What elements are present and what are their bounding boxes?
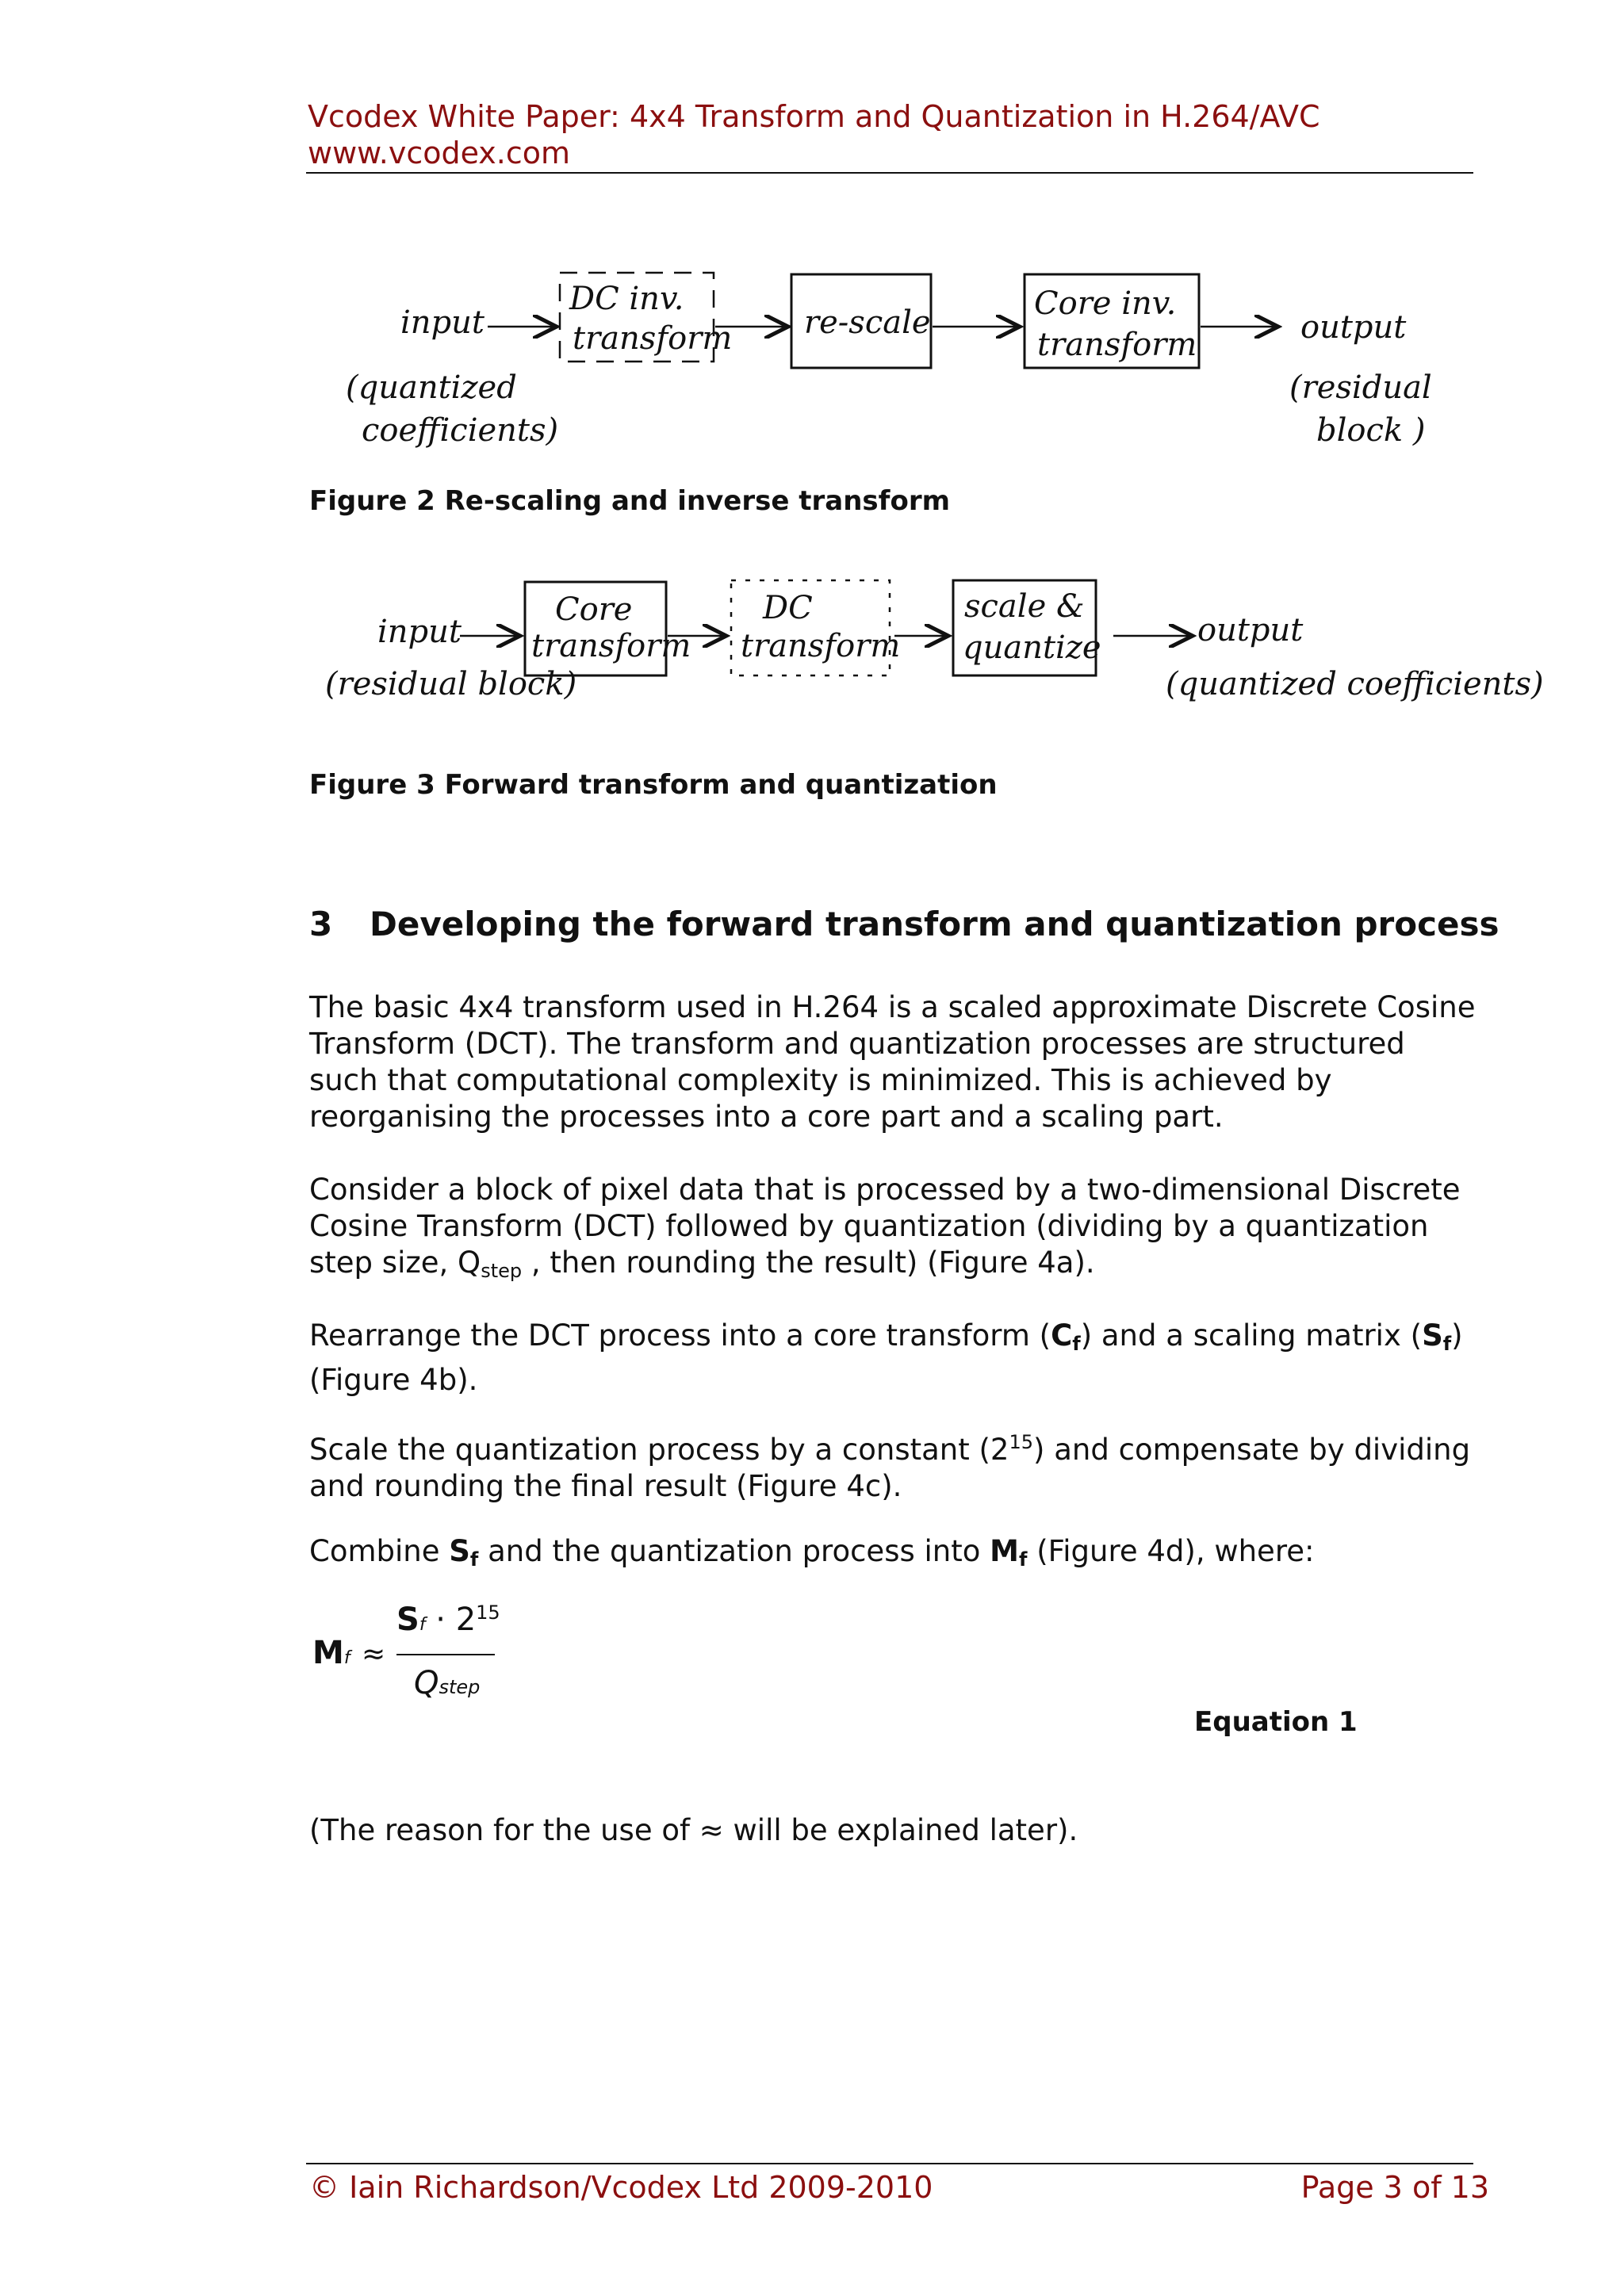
eq-lhs [312, 1635, 350, 1671]
fig2-box3-line1: Core inv. [1034, 285, 1177, 322]
p2-text-a: Consider a block of pixel data that is processed by a two-dimensional Discrete Cosine Transform (DCT) followed by quantization (dividing by a quantization step size, Q [309, 1173, 1461, 1280]
paragraph-1: The basic 4x4 transform used in H.264 is a scaled approximate Discrete Cosine Transform (DCT). The transform and quantization processes are structured such that computational complexity is minimized. This is achieved by reorganising the processes into a core part and a scaling part. [309, 990, 1476, 1134]
eq-den-sub: step [439, 1676, 481, 1698]
header-url: www.vcodex.com [308, 136, 571, 170]
equation-label: Equation 1 [1194, 1706, 1358, 1738]
eq-num-sup: 15 [476, 1601, 500, 1624]
paragraph-2 [309, 1172, 1483, 1289]
p4-text-a: Scale the quantization process by a constant (2 [309, 1433, 1009, 1467]
fig2-input-note-1: (quantized [346, 369, 517, 406]
eq-approx: ≈ [362, 1638, 386, 1670]
footer-copyright: © Iain Richardson/Vcodex Ltd 2009-2010 [309, 2170, 933, 2205]
paragraph-4 [309, 1424, 1483, 1505]
paragraph-3 [309, 1318, 1483, 1399]
p5-text-c: (Figure 4d), where: [1027, 1534, 1315, 1568]
fig3-output-note: (quantized coefficients) [1166, 666, 1544, 702]
fig3-box3-line2: quantize [963, 629, 1101, 666]
p5-text-b: and the quantization process into [478, 1534, 990, 1568]
fig3-input-note: (residual block) [325, 666, 577, 702]
fig3-box2-line1: DC [763, 590, 813, 626]
fig2-output-note-1: (residual [1289, 369, 1432, 406]
section-heading [309, 904, 1500, 945]
figure-3-diagram [0, 563, 1624, 721]
figure-2-caption: Figure 2 Re-scaling and inverse transform [309, 485, 951, 517]
fig2-input-note-2: coefficients) [362, 412, 559, 449]
p5-text-a: Combine [309, 1534, 450, 1568]
fig2-box2: re-scale [804, 304, 931, 341]
p3-c: C [1051, 1318, 1073, 1353]
paragraph-5 [309, 1533, 1483, 1578]
fig2-output-label: output [1300, 309, 1407, 346]
fig2-box3-line2: transform [1037, 327, 1197, 363]
eq-num-s: S [396, 1601, 419, 1638]
p5-s: S [449, 1534, 470, 1568]
fig2-box1-line2: transform [573, 320, 733, 357]
eq-denominator [414, 1665, 480, 1701]
eq-numerator [396, 1601, 500, 1638]
eq-lhs-sub: f [343, 1648, 350, 1668]
p3-c-sub: f [1072, 1333, 1081, 1355]
figure-3-caption: Figure 3 Forward transform and quantization [309, 769, 998, 801]
p5-m-sub: f [1018, 1548, 1028, 1571]
p3-text-a: Rearrange the DCT process into a core transform ( [309, 1318, 1051, 1353]
fig3-box3-line1: scale & [964, 588, 1085, 625]
eq-num-rest: · 2 [425, 1601, 477, 1638]
page-header [308, 98, 1320, 171]
figure-2-diagram [0, 262, 1624, 468]
p3-text-b: ) and a scaling matrix ( [1080, 1318, 1423, 1353]
section-number: 3 [309, 905, 333, 943]
eq-fraction-bar [396, 1654, 495, 1655]
eq-num-s-sub: f [419, 1615, 426, 1635]
p2-text-b: , then rounding the result) (Figure 4a). [522, 1246, 1095, 1280]
footer-rule [306, 2163, 1473, 2164]
footer-page-number: Page 3 of 13 [1300, 2170, 1489, 2205]
fig2-output-note-2: block ) [1316, 412, 1426, 449]
p5-s-sub: f [469, 1548, 479, 1571]
equation-1 [309, 1601, 642, 1720]
eq-lhs-m: M [312, 1635, 344, 1671]
p5-m: M [990, 1534, 1019, 1568]
p3-s-sub: f [1442, 1333, 1452, 1355]
paragraph-6: (The reason for the use of ≈ will be explained later). [309, 1813, 1078, 1847]
fig3-box2-line2: transform [741, 628, 901, 664]
fig2-input-label: input [400, 304, 485, 341]
fig3-box1-line1: Core [555, 591, 633, 628]
p4-sup: 15 [1009, 1431, 1034, 1453]
fig3-output-label: output [1197, 612, 1304, 649]
eq-den-q: Q [414, 1665, 439, 1701]
fig2-box1-line1: DC inv. [569, 281, 684, 317]
header-title: Vcodex White Paper: 4x4 Transform and Quantization in H.264/AVC [308, 99, 1320, 134]
p3-text-end: ) (Figure 4b). [309, 1318, 1463, 1397]
fig3-box1-line2: transform [531, 628, 691, 664]
p4-text-b: ) and compensate by dividing and rounding the final result (Figure 4c). [309, 1433, 1471, 1503]
section-title: Developing the forward transform and quantization process [370, 905, 1500, 943]
fig3-input-label: input [377, 614, 462, 650]
p3-s: S [1422, 1318, 1443, 1353]
header-rule [306, 172, 1473, 174]
p2-sub: step [481, 1260, 523, 1282]
